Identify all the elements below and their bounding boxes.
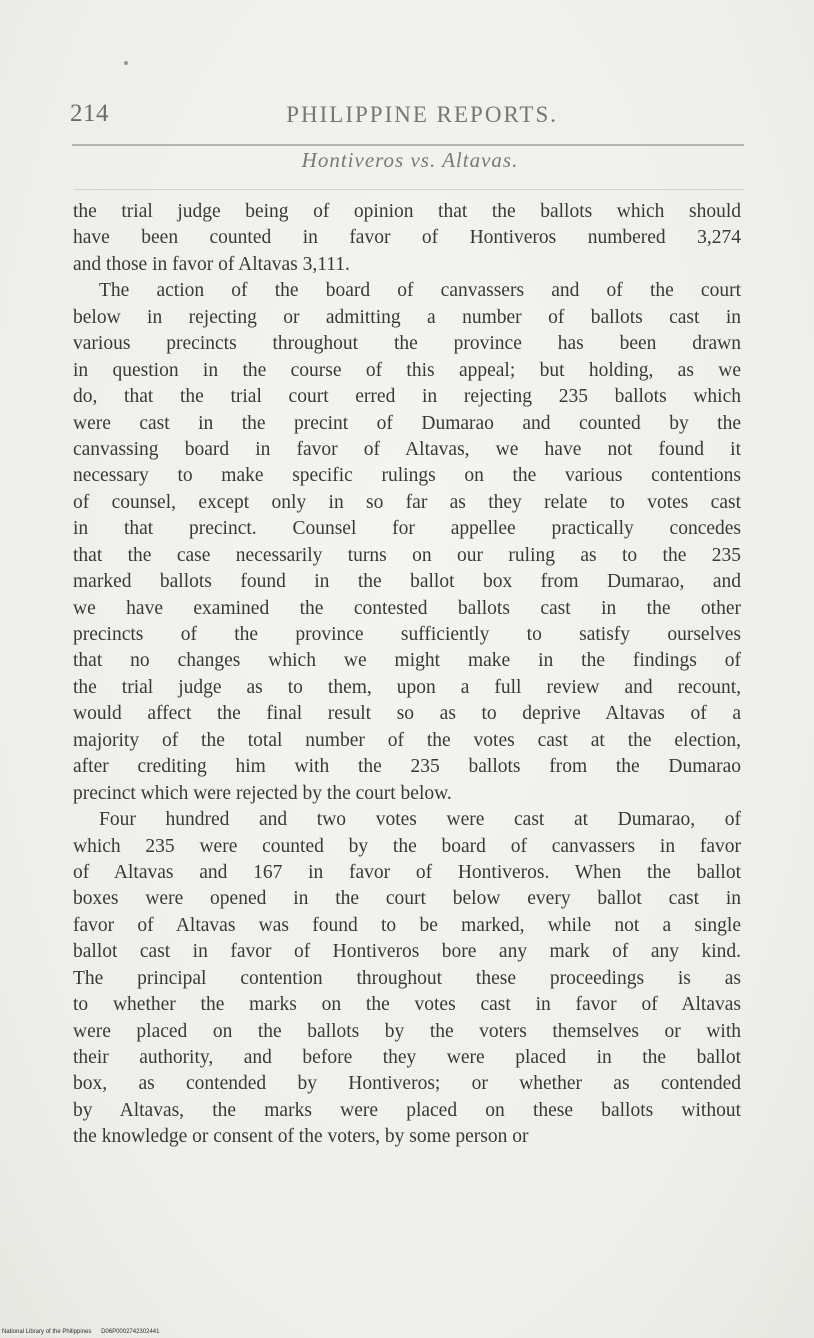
text-line: that the case necessarily turns on our ruling as to the 235 — [73, 544, 741, 566]
footer — [2, 1329, 167, 1335]
text-line: after crediting him with the 235 ballots from the Dumarao — [73, 756, 741, 778]
text-line: majority of the total number of the votes cast at the election, — [73, 729, 741, 751]
text-line: the trial judge being of opinion that the ballots which should — [73, 201, 741, 222]
text-line: ballot cast in favor of Hontiveros bore any mark of any kind. — [73, 941, 741, 963]
header-rule — [72, 144, 744, 146]
footer-code: D06P0002742302441 — [101, 1329, 160, 1335]
text-line: boxes were opened in the court below every ballot cast in — [73, 888, 741, 910]
text-line: in that precinct. Counsel for appellee practically concedes — [73, 518, 741, 540]
text-line: The action of the board of canvassers and of the court — [99, 280, 741, 302]
text-line: that no changes which we might make in the findings of — [73, 650, 741, 672]
text-line: various precincts throughout the province has been drawn — [73, 333, 741, 355]
text-line: of Altavas and 167 in favor of Hontiveros. When the ballot — [73, 861, 741, 883]
text-line: canvassing board in favor of Altavas, we have not found it — [73, 438, 741, 460]
text-line: do, that the trial court erred in rejecting 235 ballots which — [73, 386, 741, 408]
subheader-rule — [74, 189, 744, 190]
text-line: to whether the marks on the votes cast in favor of Altavas — [73, 994, 741, 1016]
text-line: favor of Altavas was found to be marked, while not a single — [73, 914, 741, 936]
text-line: we have examined the contested ballots cast in the other — [73, 597, 741, 619]
text-line: have been counted in favor of Hontiveros numbered 3,274 — [73, 227, 741, 249]
text-line: The principal contention throughout these proceedings is as — [73, 967, 741, 989]
journal-title: PHILIPPINE REPORTS. — [286, 102, 558, 127]
text-line: Four hundred and two votes were cast at Dumarao, of — [99, 809, 741, 831]
text-line: precinct which were rejected by the court below. — [73, 782, 452, 804]
text-line: box, as contended by Hontiveros; or whether as contended — [73, 1073, 741, 1095]
page-number: 214 — [70, 100, 109, 127]
body-text — [73, 199, 741, 1151]
text-line: which 235 were counted by the board of canvassers in favor — [73, 835, 741, 857]
text-line: were cast in the precint of Dumarao and counted by the — [73, 412, 741, 434]
text-line: and those in favor of Altavas 3,111. — [73, 253, 350, 275]
case-title: Hontiveros vs. Altavas. — [301, 148, 519, 172]
text-line: would affect the final result so as to deprive Altavas of a — [73, 703, 741, 725]
running-head — [70, 100, 746, 136]
text-line: in question in the course of this appeal; but holding, as we — [73, 359, 741, 381]
text-line: the knowledge or consent of the voters, by some person or — [73, 1126, 529, 1148]
speck — [124, 61, 128, 65]
text-line: were placed on the ballots by the voters themselves or with — [73, 1020, 741, 1042]
text-line: precincts of the province sufficiently to satisfy ourselves — [73, 624, 741, 645]
text-line: their authority, and before they were placed in the ballot — [73, 1047, 741, 1068]
text-line: marked ballots found in the ballot box from Dumarao, and — [73, 571, 741, 593]
text-line: below in rejecting or admitting a number of ballots cast in — [73, 306, 741, 328]
footer-library: National Library of the Philippines — [2, 1329, 92, 1335]
text-line: necessary to make specific rulings on the various contentions — [73, 465, 741, 487]
text-line: by Altavas, the marks were placed on these ballots without — [73, 1099, 741, 1121]
text-line: of counsel, except only in so far as they relate to votes cast — [73, 491, 741, 513]
text-line: the trial judge as to them, upon a full review and recount, — [73, 676, 741, 698]
